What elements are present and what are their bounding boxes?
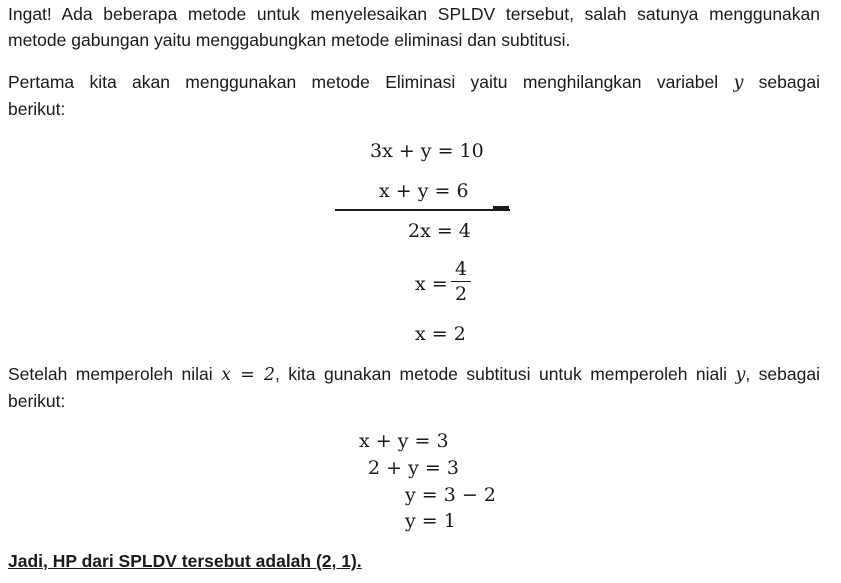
fraction-numerator: 4 [454,258,468,280]
step1-line-2: berikut: [8,99,66,119]
x-fraction [449,258,473,305]
elimination-result: 2x = 4 [408,220,471,242]
substitution-row-3: y = 3 − 2 [405,484,496,506]
intro-line-2: metode gabungan yaitu menggabungkan metode eliminasi dan subtitusi. [8,30,571,50]
step2-line-1 [8,361,820,388]
step2-line-2: berikut: [8,391,66,411]
step2-after: , sebagai [745,364,820,384]
substitution-row-1: x + y = 3 [359,430,449,452]
step2-value: x = 2 [221,365,275,385]
x-fraction-lhs: x = [415,273,448,295]
substitution-row-2: 2 + y = 3 [368,457,459,479]
step2-before: Setelah memperoleh nilai [8,364,213,384]
step1-text: Pertama kita akan menggunakan metode Eliminasi yaitu menghilangkan variabel [8,72,719,92]
step2-middle: , kita gunakan metode subtitusi untuk memperoleh niali [275,364,728,384]
elimination-equation-2: x + y = 6 [379,180,469,202]
substitution-row-4: y = 1 [405,510,456,532]
fraction-bar [451,281,471,282]
elimination-equation-1: 3x + y = 10 [370,140,484,162]
elimination-rule [335,209,510,211]
conclusion: Jadi, HP dari SPLDV tersebut adalah (2, 1). [8,551,362,571]
fraction-denominator: 2 [454,283,468,305]
step1-line-1 [8,69,820,96]
step1-after: sebagai [758,72,820,92]
intro-line-1: Ingat! Ada beberapa metode untuk menyelesaikan SPLDV tersebut, salah satunya menggunakan [8,4,820,24]
elimination-final: x = 2 [415,323,466,345]
step1-variable: y [733,73,744,93]
step2-variable: y [735,365,746,385]
